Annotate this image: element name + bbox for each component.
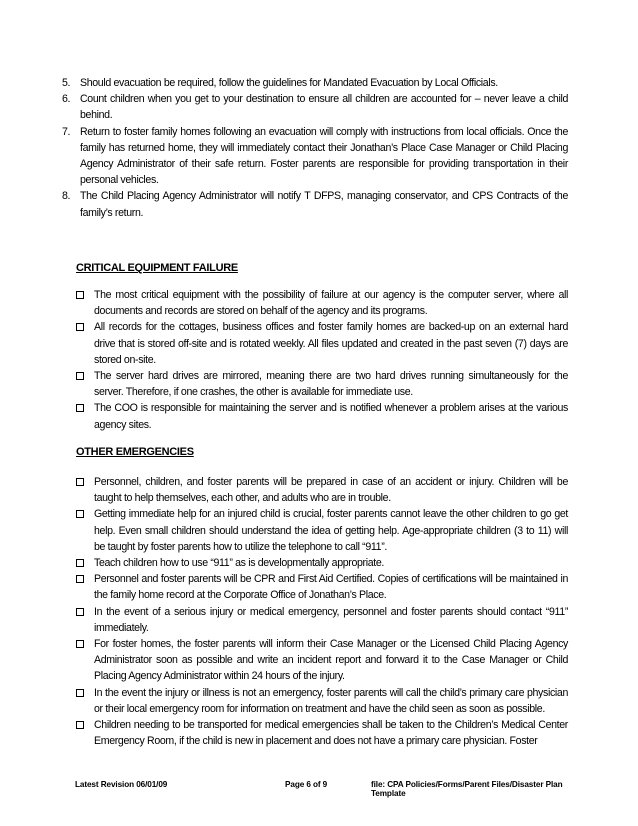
bullet-text: Teach children how to use “911” as is developmentally appropriate. bbox=[94, 557, 384, 570]
bullet-text: For foster homes, the foster parents will inform their Case Manager or the Licensed Child Placing Agency Administrator soon as possible and write an incident report and forward it to the Case Manager or Child Placing Agency Administrator within 24 hours of the injury. bbox=[94, 638, 568, 683]
item-number: 6. bbox=[62, 93, 71, 106]
bullet-item bbox=[75, 400, 568, 432]
bullet-item bbox=[75, 368, 568, 400]
checkbox-bullet-icon bbox=[75, 368, 94, 400]
item-number: 5. bbox=[62, 77, 71, 89]
bullet-item bbox=[75, 685, 568, 717]
checkbox-bullet-icon bbox=[75, 685, 94, 717]
checkbox-bullet-icon bbox=[75, 636, 94, 685]
item-text: Should evacuation be required, follow the guidelines for Mandated Evacuation by Local Officials. bbox=[80, 77, 498, 89]
bullet-text: The COO is responsible for maintaining the server and is notified whenever a problem arises at the various agency sites. bbox=[94, 402, 568, 431]
bullet-text: Getting immediate help for an injured child is crucial, foster parents cannot leave the other children to go get help. Even small children should understand the idea of getting help. Age-appropriate children (3 to 11) will be taught by foster parents how to utilize the telephone to call “911”. bbox=[94, 508, 568, 553]
bullet-item bbox=[75, 287, 568, 319]
item-number: 8. bbox=[62, 190, 71, 203]
checkbox-bullet-icon bbox=[75, 555, 94, 571]
bullet-item bbox=[75, 717, 568, 749]
checkbox-bullet-icon bbox=[75, 319, 94, 368]
bullet-text: Personnel and foster parents will be CPR and First Aid Certified. Copies of certifications will be maintained in the family home record at the Corporate Office of Jonathan’s Place. bbox=[94, 573, 568, 602]
bullet-item bbox=[75, 474, 568, 506]
bullet-item bbox=[75, 319, 568, 368]
checkbox-bullet-icon bbox=[75, 571, 94, 603]
bullet-text: Personnel, children, and foster parents will be prepared in case of an accident or injury. Children will be taught to help themselves, each other, and adults who are in trouble. bbox=[94, 476, 568, 505]
footer-revision: Latest Revision 06/01/09 bbox=[75, 780, 168, 789]
item-number: 7. bbox=[62, 125, 71, 138]
item-text: The Child Placing Agency Administrator will notify T DFPS, managing conservator, and CPS Contracts of the family’s return. bbox=[80, 190, 568, 219]
list-item bbox=[62, 188, 568, 220]
checkbox-bullet-icon bbox=[75, 400, 94, 432]
critical-equipment-list bbox=[75, 287, 568, 433]
bullet-item bbox=[75, 571, 568, 603]
bullet-text: In the event the injury or illness is not an emergency, foster parents will call the child’s primary care physician or their local emergency room for information on treatment and have the child seen as soon as possible. bbox=[94, 686, 568, 715]
bullet-item bbox=[75, 506, 568, 555]
bullet-item bbox=[75, 636, 568, 685]
section-heading-critical-equipment: CRITICAL EQUIPMENT FAILURE bbox=[76, 262, 238, 274]
bullet-text: All records for the cottages, business offices and foster family homes are backed-up on an external hard drive that is stored off-site and is rotated weekly. All files updated and created in the past seven (7) days are stored on-site. bbox=[94, 321, 568, 366]
checkbox-bullet-icon bbox=[75, 506, 94, 555]
checkbox-bullet-icon bbox=[75, 717, 94, 749]
bullet-text: In the event of a serious injury or medical emergency, personnel and foster parents should contact “911” immediately. bbox=[94, 605, 568, 634]
footer-file-path: file: CPA Policies/Forms/Parent Files/Disaster Plan Template bbox=[371, 780, 563, 798]
bullet-text: Children needing to be transported for medical emergencies shall be taken to the Children’s Medical Center Emergency Room, if the child is new in placement and does not have a primary care physician. Foster bbox=[94, 719, 568, 748]
item-text: Return to foster family homes following an evacuation will comply with instructions from local officials. Once the family has returned home, they will immediately contact their Jonathan’s Place Case Manager or Child Placing Agency Administrator of their safe return. Foster parents are responsible for providing transportation in their personal vehicles. bbox=[80, 125, 568, 187]
bullet-item bbox=[75, 555, 568, 571]
footer-page-number: Page 6 of 9 bbox=[285, 780, 328, 789]
list-item bbox=[62, 91, 568, 123]
bullet-text: The server hard drives are mirrored, meaning there are two hard drives running simultaneously for the server. Therefore, if one crashes, the other is available for immediate use. bbox=[94, 370, 568, 399]
other-emergencies-list bbox=[75, 474, 568, 749]
bullet-text: The most critical equipment with the possibility of failure at our agency is the computer server, where all documents and records are stored on behalf of the agency and its programs. bbox=[94, 289, 568, 318]
checkbox-bullet-icon bbox=[75, 287, 94, 319]
item-text: Count children when you get to your destination to ensure all children are accounted for – never leave a child behind. bbox=[80, 93, 568, 122]
list-item bbox=[62, 124, 568, 189]
numbered-list bbox=[62, 75, 568, 221]
checkbox-bullet-icon bbox=[75, 474, 94, 506]
list-item bbox=[62, 75, 568, 91]
checkbox-bullet-icon bbox=[75, 604, 94, 636]
bullet-item bbox=[75, 604, 568, 636]
section-heading-other-emergencies: OTHER EMERGENCIES bbox=[76, 446, 194, 458]
